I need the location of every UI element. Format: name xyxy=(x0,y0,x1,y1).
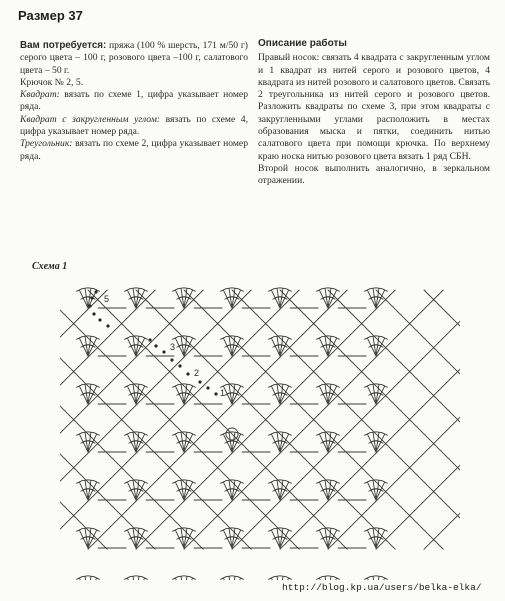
triangle-text: вязать по схеме 2, цифра указывает номер ряда. xyxy=(20,138,248,162)
round-square-paragraph xyxy=(20,114,248,139)
description-paragraph-1: Правый носок: связать 4 квадрата с закругленным углом и 1 квадрат из нитей серого и розового цветов, 4 квадрата из нитей розового и салатового цветов. Связать 2 треугольника из нитей серого и розового цветов. Разложить квадраты по схеме 3, при этом квадраты с закругленными углами расположить в местах образования мыска и пятки, соединить нитью салатового цвета при помощи крючка. По верхнему краю носка нитью розового цвета вязать 1 ряд СБН. xyxy=(258,52,490,162)
materials-text: пряжа (100 % шерсть, 171 м/50 г) серого цвета – 100 г, розового цвета –100 г, салатового цвета – 50 г. xyxy=(20,40,248,76)
row-number-5: 5 xyxy=(104,294,110,304)
round-square-text: вязать по схеме 4, цифра указывает номер ряда. xyxy=(20,113,248,138)
materials-label: Вам потребуется: xyxy=(20,40,107,51)
round-square-label: Квадрат с закругленным углом: xyxy=(20,113,161,125)
description-paragraph-2: Второй носок выполнить аналогично, в зеркальном отражении. xyxy=(258,162,490,187)
triangle-label: Треугольник: xyxy=(20,138,73,150)
row-number-2: 2 xyxy=(194,368,200,378)
scheme-caption: Схема 1 xyxy=(32,261,68,272)
triangle-paragraph xyxy=(20,138,248,163)
materials-paragraph xyxy=(20,40,248,77)
row-number-1: 1 xyxy=(220,388,226,398)
size-title: Размер 37 xyxy=(18,8,83,23)
row-number-3: 3 xyxy=(170,342,176,352)
square-text: вязать по схеме 1, цифра указывает номер ряда. xyxy=(20,89,248,113)
description-title: Описание работы xyxy=(258,38,347,49)
watermark-url: http://blog.kp.ua/users/belka-elka/ xyxy=(282,582,482,593)
square-label: Квадрат: xyxy=(20,89,60,101)
square-paragraph xyxy=(20,89,248,114)
materials-column xyxy=(20,40,248,163)
description-column xyxy=(258,38,490,188)
hook-line: Крючок № 2, 5. xyxy=(20,76,84,88)
crochet-scheme-diagram xyxy=(60,270,460,580)
